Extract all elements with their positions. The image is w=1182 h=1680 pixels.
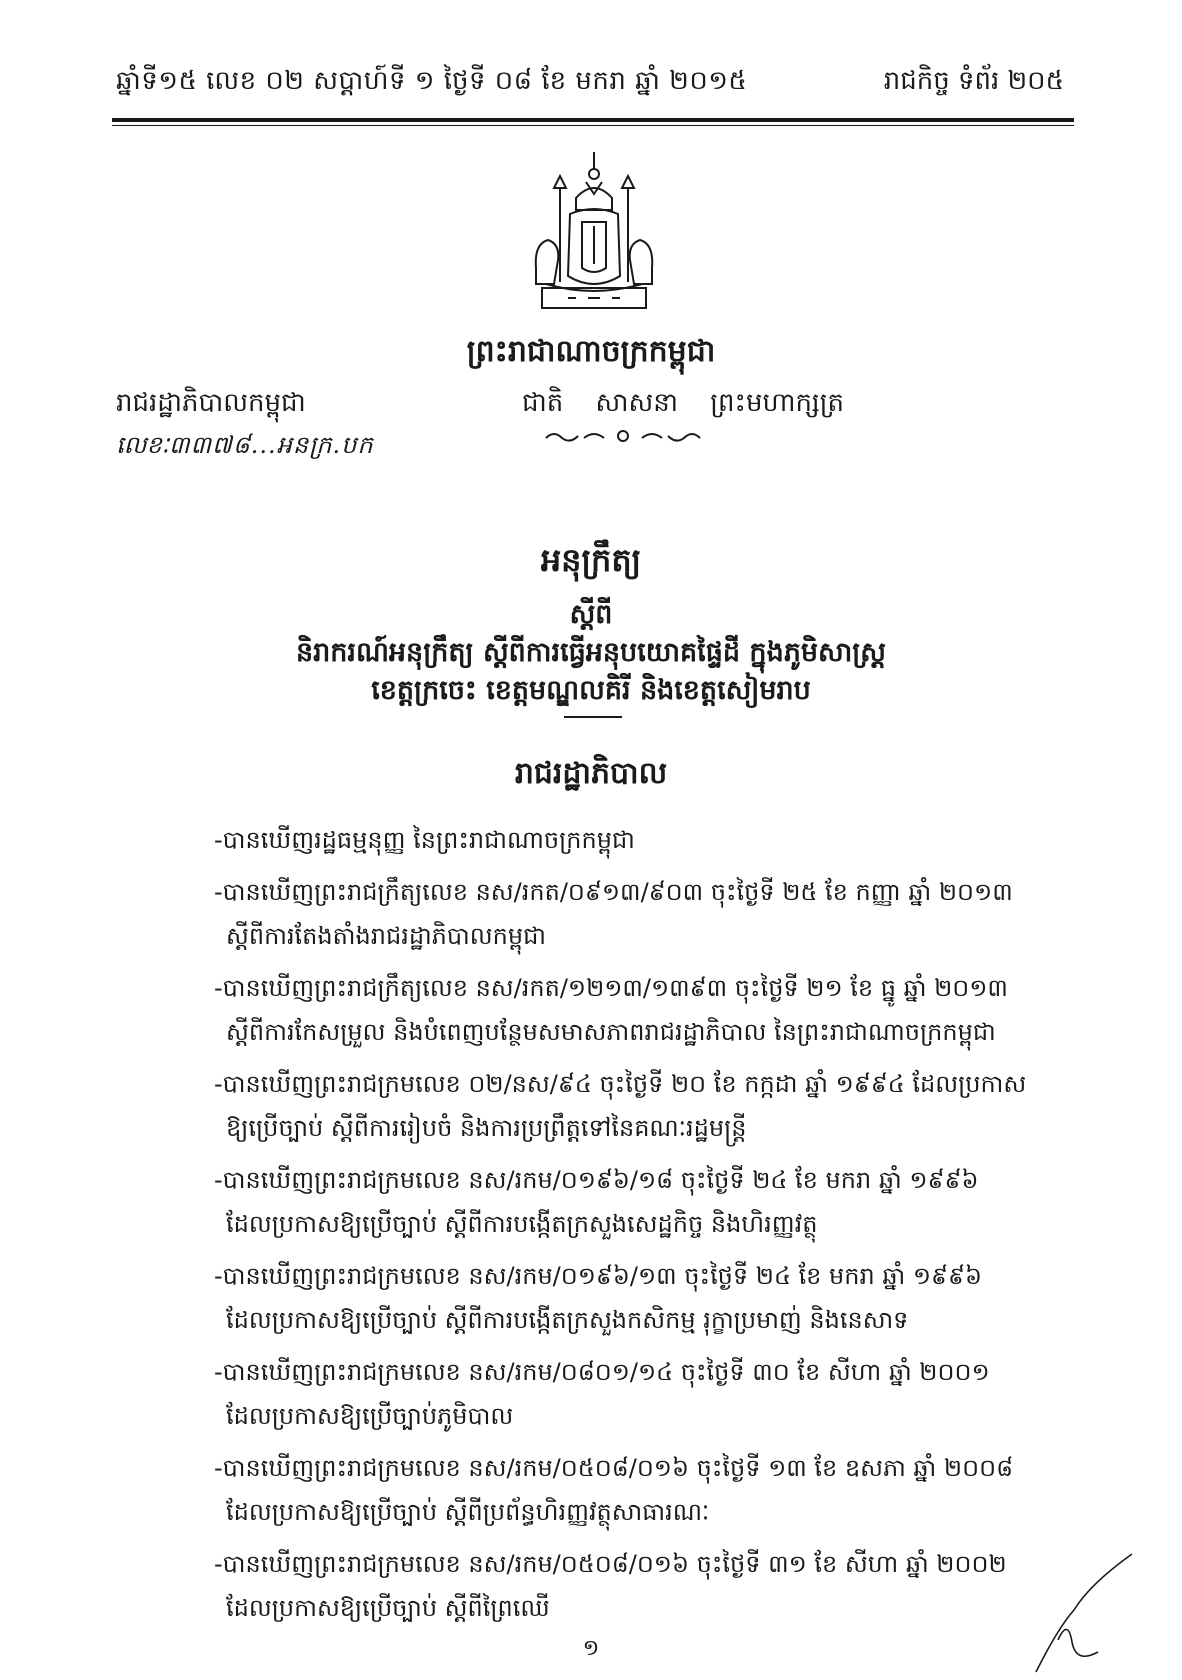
preamble-line-continued: ដែលប្រកាសឱ្យប្រើច្បាប់ ស្តីពីការបង្កើតក្រសួងសេដ្ឋកិច្ច និងហិរញ្ញវត្ថុ xyxy=(226,1210,818,1238)
page-number: ១ xyxy=(582,1636,600,1661)
gazette-page-ref: រាជកិច្ច ទំព័រ ២០៥ xyxy=(883,66,1064,96)
ornament-divider-icon xyxy=(542,424,704,450)
preamble-item xyxy=(214,1254,1060,1342)
preamble-item xyxy=(214,818,1060,862)
subject-divider xyxy=(564,716,622,718)
handwritten-initial-icon xyxy=(1028,1548,1138,1678)
preamble-item xyxy=(214,1542,1060,1630)
preamble-item xyxy=(214,1446,1060,1534)
gazette-issue-info: ឆ្នាំទី១៥ លេខ ០២ សប្តាហ៍ទី ១ ថ្ងៃទី ០៨ ខែ មករា ឆ្នាំ ២០១៥ xyxy=(116,66,748,96)
reference-label: លេខៈ xyxy=(116,431,170,459)
decree-title: អនុក្រឹត្យ xyxy=(540,541,642,579)
royal-emblem-icon xyxy=(524,148,664,318)
header-rule-thin xyxy=(112,125,1074,126)
preamble-line: -បានឃើញព្រះរាជក្រមលេខ នស/រកម/០៥០៨/០១៦ ចុះថ្ងៃទី ៣១ ខែ សីហា ឆ្នាំ ២០០២ xyxy=(214,1550,1007,1578)
decree-subject-line-2: ខេត្តក្រចេះ ខេត្តមណ្ឌលគិរី និងខេត្តសៀមរាប xyxy=(371,675,811,706)
preamble-line: -បានឃើញព្រះរាជក្រមលេខ នស/រកម/០១៩៦/១៨ ចុះថ្ងៃទី ២៤ ខែ មករា ឆ្នាំ ១៩៩៦ xyxy=(214,1166,979,1194)
government-name: រាជរដ្ឋាភិបាលកម្ពុជា xyxy=(116,388,306,418)
preamble-line-continued: ដែលប្រកាសឱ្យប្រើច្បាប់ ស្តីពីព្រៃឈើ xyxy=(226,1594,550,1622)
preamble-item xyxy=(214,1350,1060,1438)
preamble-line: -បានឃើញព្រះរាជក្រឹត្យលេខ នស/រកត/១២១៣/១៣៩៣ ចុះថ្ងៃទី ២១ ខែ ធ្នូ ឆ្នាំ ២០១៣ xyxy=(214,974,1008,1002)
national-motto: ជាតិ សាសនា ព្រះមហាក្សត្រ xyxy=(522,388,844,418)
preamble-line-continued: ដែលប្រកាសឱ្យប្រើច្បាប់ ស្តីពីការបង្កើតក្រសួងកសិកម្ម រុក្ខាប្រមាញ់ និងនេសាទ xyxy=(226,1306,909,1334)
preamble-line: -បានឃើញព្រះរាជក្រមលេខ នស/រកម/០១៩៦/១៣ ចុះថ្ងៃទី ២៤ ខែ មករា ឆ្នាំ ១៩៩៦ xyxy=(214,1262,982,1290)
preamble-item xyxy=(214,1062,1060,1150)
preamble-line-continued: ដែលប្រកាសឱ្យប្រើច្បាប់ភូមិបាល xyxy=(226,1402,514,1430)
preamble-line: -បានឃើញរដ្ឋធម្មនុញ្ញ នៃព្រះរាជាណាចក្រកម្ពុជា xyxy=(214,826,635,854)
government-heading: រាជរដ្ឋាភិបាល xyxy=(514,756,668,791)
preamble-item xyxy=(214,1158,1060,1246)
preamble-item xyxy=(214,966,1060,1054)
preamble-item xyxy=(214,870,1060,958)
header-rule xyxy=(112,118,1074,122)
preamble-line: -បានឃើញព្រះរាជក្រមលេខ នស/រកម/០៥០៨/០១៦ ចុះថ្ងៃទី ១៣ ខែ ឧសភា ឆ្នាំ ២០០៨ xyxy=(214,1454,1014,1482)
preamble-line: -បានឃើញព្រះរាជក្រឹត្យលេខ នស/រកត/០៩១៣/៩០៣ ចុះថ្ងៃទី ២៥ ខែ កញ្ញា ឆ្នាំ ២០១៣ xyxy=(214,878,1013,906)
decree-subject-line-1: និរាករណ៍អនុក្រឹត្យ ស្តីពីការធ្វើអនុបយោគផ្ទៃដី ក្នុងភូមិសាស្ត្រ xyxy=(295,637,887,668)
reference-number xyxy=(116,430,374,465)
kingdom-title: ព្រះរាជាណាចក្រកម្ពុជា xyxy=(466,334,716,369)
preamble-line-continued: ឱ្យប្រើច្បាប់ ស្តីពីការរៀបចំ និងការប្រព្រឹត្តទៅនៃគណៈរដ្ឋមន្ត្រី xyxy=(226,1114,747,1142)
decree-about: ស្តីពី xyxy=(569,599,613,630)
preamble-line-continued: ស្តីពីការកែសម្រួល និងបំពេញបន្ថែមសមាសភាពរាជរដ្ឋាភិបាល នៃព្រះរាជាណាចក្រកម្ពុជា xyxy=(226,1018,996,1046)
reference-value: ៣៣៧៨...អនក្រ.បក xyxy=(169,431,374,459)
preamble-line-continued: ដែលប្រកាសឱ្យប្រើច្បាប់ ស្តីពីប្រព័ន្ធហិរញ្ញវត្ថុសាធារណៈ xyxy=(226,1498,710,1526)
preamble-line-continued: ស្តីពីការតែងតាំងរាជរដ្ឋាភិបាលកម្ពុជា xyxy=(226,922,546,950)
preamble-line: -បានឃើញព្រះរាជក្រមលេខ នស/រកម/០៨០១/១៤ ចុះថ្ងៃទី ៣០ ខែ សីហា ឆ្នាំ ២០០១ xyxy=(214,1358,990,1386)
preamble-list xyxy=(214,818,1060,1638)
preamble-line: -បានឃើញព្រះរាជក្រមលេខ ០២/នស/៩៤ ចុះថ្ងៃទី ២០ ខែ កក្កដា ឆ្នាំ ១៩៩៤ ដែលប្រកាស xyxy=(214,1070,1027,1098)
